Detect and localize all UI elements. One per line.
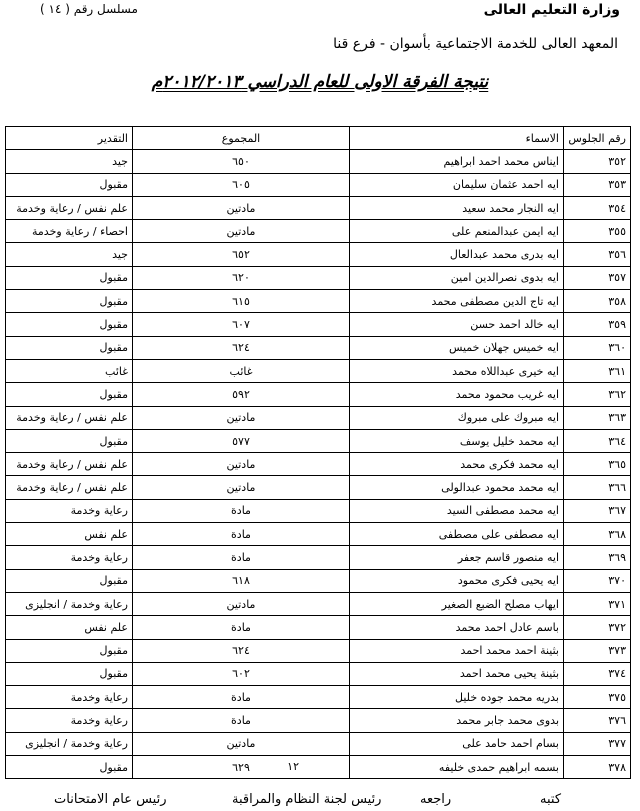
total-cell-text: ٦٥٢	[232, 248, 250, 262]
grade-cell	[6, 173, 133, 196]
grade-cell-text: مقبول	[99, 644, 128, 658]
seat-cell	[564, 686, 631, 709]
grade-cell	[6, 639, 133, 662]
table-row	[6, 220, 631, 243]
grade-cell-text: جيد	[112, 248, 128, 262]
signature-exams-head: رئيس عام الامتحانات	[54, 792, 167, 807]
seat-cell	[564, 499, 631, 522]
grade-cell-text: مقبول	[99, 271, 128, 285]
name-cell	[350, 429, 564, 452]
seat-cell	[564, 313, 631, 336]
total-cell	[133, 150, 350, 173]
total-cell-text: مادة	[231, 504, 251, 518]
total-cell-text: مادتين	[226, 737, 256, 751]
total-cell	[133, 173, 350, 196]
name-cell	[350, 313, 564, 336]
total-cell	[133, 243, 350, 266]
seat-cell	[564, 173, 631, 196]
signature-writer: كتبه	[540, 792, 562, 807]
name-cell	[350, 732, 564, 755]
total-cell-text: ٦٥٠	[232, 154, 250, 168]
seat-cell-text: ٣٦٤	[608, 434, 626, 448]
total-cell	[133, 569, 350, 592]
name-cell	[350, 662, 564, 685]
name-cell-text: ايه غريب محمود محمد	[455, 387, 559, 401]
table-row	[6, 150, 631, 173]
name-cell-text: ايه مبروك على مبروك	[457, 411, 559, 425]
name-cell-text: ايهاب مصلح الضبع الصغير	[441, 597, 559, 611]
name-cell-text: ايه منصور قاسم جعفر	[457, 550, 559, 564]
grade-cell	[6, 243, 133, 266]
name-cell	[350, 150, 564, 173]
total-cell	[133, 686, 350, 709]
signature-committee-head: رئيس لجنة النظام والمراقبة	[232, 792, 382, 807]
grade-cell	[6, 406, 133, 429]
seat-cell	[564, 709, 631, 732]
total-cell	[133, 359, 350, 382]
table-row	[6, 406, 631, 429]
grade-cell	[6, 686, 133, 709]
serial-number: مسلسل رقم ( ١٤ )	[40, 2, 138, 16]
name-cell-text: ايه بدوى نصرالدين امين	[450, 271, 559, 285]
seat-cell-text: ٣٦٦	[608, 481, 626, 495]
name-cell	[350, 523, 564, 546]
grade-cell	[6, 709, 133, 732]
table-row	[6, 756, 631, 779]
total-cell-text: ٦٠٥	[232, 178, 250, 192]
name-cell-text: ايه بدرى محمد عبدالعال	[449, 248, 559, 262]
total-cell-text: ٦٢٠	[232, 271, 250, 285]
seat-cell-text: ٣٥٧	[608, 271, 626, 285]
total-cell	[133, 709, 350, 732]
grade-cell-text: رعاية وخدمة / انجليزى	[25, 597, 128, 611]
total-cell	[133, 756, 350, 779]
name-cell-text: ايه ايمن عبدالمنعم على	[451, 224, 559, 238]
header-seat-number: رقم الجلوس	[564, 127, 631, 150]
grade-cell-text: مقبول	[99, 294, 128, 308]
total-cell-text: ٦٢٩	[232, 760, 250, 774]
grade-cell	[6, 616, 133, 639]
total-cell-text: ٦٢٤	[232, 644, 250, 658]
name-cell	[350, 569, 564, 592]
grade-cell-text: مقبول	[99, 574, 128, 588]
grade-cell	[6, 732, 133, 755]
name-cell-text: ايه النجار محمد سعيد	[462, 201, 559, 215]
total-cell-text: مادة	[231, 620, 251, 634]
total-cell	[133, 196, 350, 219]
name-cell-text: ايه محمد محمود عبدالولى	[441, 481, 559, 495]
table-row	[6, 662, 631, 685]
seat-cell-text: ٣٧٨	[608, 760, 626, 774]
total-cell-text: مادتين	[226, 411, 256, 425]
name-cell	[350, 592, 564, 615]
grade-cell-text: رعاية وخدمة	[70, 714, 128, 728]
table-row	[6, 336, 631, 359]
grade-cell	[6, 499, 133, 522]
seat-cell	[564, 639, 631, 662]
total-cell-text: ٥٩٢	[232, 387, 250, 401]
header-total: المجموع	[133, 127, 350, 150]
table-row	[6, 616, 631, 639]
table-row	[6, 499, 631, 522]
grade-cell-text: رعاية وخدمة / انجليزى	[25, 737, 128, 751]
name-cell-text: بسمه ابراهيم حمدى خليفه	[438, 760, 559, 774]
name-cell-text: ايه احمد عثمان سليمان	[452, 178, 559, 192]
total-cell-text: ٦٢٤	[232, 341, 250, 355]
seat-cell-text: ٣٦٥	[608, 457, 626, 471]
seat-cell-text: ٣٧٧	[608, 737, 626, 751]
total-cell-text: مادتين	[226, 481, 256, 495]
total-cell-text: مادة	[231, 690, 251, 704]
grade-cell	[6, 359, 133, 382]
table-row	[6, 476, 631, 499]
name-cell-text: ايناس محمد احمد ابراهيم	[443, 154, 559, 168]
table-header-row	[6, 127, 631, 150]
name-cell	[350, 686, 564, 709]
name-cell-text: ايه محمد مصطفى السيد	[446, 504, 559, 518]
grade-cell	[6, 523, 133, 546]
header-grade: التقدير	[6, 127, 133, 150]
grade-cell-text: جيد	[112, 154, 128, 168]
table-row	[6, 592, 631, 615]
total-cell-text: مادة	[231, 550, 251, 564]
total-cell	[133, 266, 350, 289]
seat-cell	[564, 150, 631, 173]
grade-cell	[6, 756, 133, 779]
name-cell-text: ايه مصطفى على مصطفى	[438, 527, 559, 541]
seat-cell-text: ٣٥٨	[608, 294, 626, 308]
name-cell	[350, 359, 564, 382]
seat-cell	[564, 616, 631, 639]
seat-cell	[564, 290, 631, 313]
total-cell-text: ٦٠٢	[232, 667, 250, 681]
name-cell	[350, 616, 564, 639]
name-cell-text: ايه محمد خليل يوسف	[459, 434, 559, 448]
seat-cell	[564, 476, 631, 499]
seat-cell	[564, 453, 631, 476]
seat-cell	[564, 756, 631, 779]
seat-cell	[564, 406, 631, 429]
seat-cell	[564, 592, 631, 615]
grade-cell	[6, 569, 133, 592]
total-cell	[133, 499, 350, 522]
grade-cell-text: غائب	[105, 364, 128, 378]
table-row	[6, 243, 631, 266]
seat-cell-text: ٣٧٢	[608, 620, 626, 634]
grade-cell-text: رعاية وخدمة	[70, 550, 128, 564]
name-cell	[350, 709, 564, 732]
grade-cell	[6, 592, 133, 615]
results-table	[5, 126, 631, 779]
total-cell-text: مادتين	[226, 201, 256, 215]
grade-cell-text: مقبول	[99, 318, 128, 332]
seat-cell-text: ٣٦١	[608, 364, 626, 378]
name-cell-text: ايه تاج الدين مصطفى محمد	[431, 294, 559, 308]
table-row	[6, 732, 631, 755]
name-cell-text: ايه خميس جهلان خميس	[448, 341, 559, 355]
total-cell	[133, 546, 350, 569]
total-cell	[133, 616, 350, 639]
name-cell	[350, 243, 564, 266]
grade-cell-text: علم نفس	[84, 527, 128, 541]
table-row	[6, 173, 631, 196]
name-cell	[350, 406, 564, 429]
name-cell-text: بثينة احمد محمد احمد	[460, 644, 559, 658]
grade-cell	[6, 429, 133, 452]
name-cell-text: بسام احمد حامد على	[462, 737, 559, 751]
table-row	[6, 290, 631, 313]
seat-cell-text: ٣٦٩	[608, 550, 626, 564]
table-row	[6, 546, 631, 569]
grade-cell-text: مقبول	[99, 341, 128, 355]
seat-cell-text: ٣٥٥	[608, 224, 626, 238]
seat-cell	[564, 196, 631, 219]
seat-cell	[564, 523, 631, 546]
seat-cell-text: ٣٧٠	[608, 574, 626, 588]
grade-cell	[6, 546, 133, 569]
name-cell	[350, 290, 564, 313]
name-cell-text: بثينة يحيى محمد احمد	[459, 667, 559, 681]
seat-cell-text: ٣٥٩	[608, 318, 626, 332]
total-cell	[133, 406, 350, 429]
name-cell	[350, 173, 564, 196]
grade-cell-text: رعاية وخدمة	[70, 690, 128, 704]
name-cell	[350, 196, 564, 219]
total-cell	[133, 220, 350, 243]
total-cell	[133, 429, 350, 452]
row-note: ١٢	[287, 760, 299, 774]
seat-cell-text: ٣٧٣	[608, 644, 626, 658]
grade-cell-text: علم نفس / رعاية وخدمة	[16, 201, 128, 215]
total-cell	[133, 383, 350, 406]
header-names: الاسماء	[350, 127, 564, 150]
total-cell-text: مادة	[231, 527, 251, 541]
total-cell	[133, 592, 350, 615]
seat-cell	[564, 220, 631, 243]
table-body	[6, 150, 631, 779]
name-cell-text: ايه خيرى عبداللاه محمد	[452, 364, 559, 378]
seat-cell-text: ٣٧١	[608, 597, 626, 611]
table-row	[6, 639, 631, 662]
table-row	[6, 383, 631, 406]
page-title: نتيجة الفرقة الاولى للعام الدراسي ٢٠١٢/٢٠١٣م	[151, 72, 489, 92]
grade-cell	[6, 220, 133, 243]
name-cell-text: ايه خالد احمد حسن	[470, 318, 559, 332]
grade-cell	[6, 150, 133, 173]
total-cell	[133, 290, 350, 313]
name-cell	[350, 336, 564, 359]
table-row	[6, 709, 631, 732]
seat-cell	[564, 732, 631, 755]
total-cell	[133, 336, 350, 359]
total-cell-text: مادة	[231, 714, 251, 728]
name-cell-text: باسم عادل احمد محمد	[455, 620, 559, 634]
table-row	[6, 359, 631, 382]
seat-cell-text: ٣٦٧	[608, 504, 626, 518]
total-cell-text: مادتين	[226, 457, 256, 471]
total-cell-text: ٦٠٧	[232, 318, 250, 332]
seat-cell-text: ٣٥٢	[608, 154, 626, 168]
table-row	[6, 429, 631, 452]
name-cell-text: ايه يحيى فكرى محمود	[457, 574, 559, 588]
name-cell-text: ايه محمد فكرى محمد	[460, 457, 559, 471]
seat-cell	[564, 429, 631, 452]
signature-reviewer: راجعه	[420, 792, 452, 807]
seat-cell-text: ٣٦٢	[608, 387, 626, 401]
seat-cell	[564, 336, 631, 359]
seat-cell-text: ٣٥٤	[608, 201, 626, 215]
seat-cell	[564, 266, 631, 289]
name-cell	[350, 453, 564, 476]
grade-cell	[6, 313, 133, 336]
grade-cell-text: مقبول	[99, 387, 128, 401]
total-cell	[133, 639, 350, 662]
grade-cell-text: احصاء / رعاية وخدمة	[32, 224, 128, 238]
total-cell	[133, 732, 350, 755]
total-cell	[133, 523, 350, 546]
grade-cell-text: مقبول	[99, 178, 128, 192]
seat-cell-text: ٣٦٨	[608, 527, 626, 541]
grade-cell-text: علم نفس / رعاية وخدمة	[16, 481, 128, 495]
total-cell-text: مادتين	[226, 224, 256, 238]
name-cell	[350, 499, 564, 522]
seat-cell	[564, 546, 631, 569]
seat-cell	[564, 569, 631, 592]
table-row	[6, 196, 631, 219]
grade-cell-text: علم نفس / رعاية وخدمة	[16, 411, 128, 425]
total-cell-text: غائب	[229, 364, 253, 378]
grade-cell	[6, 662, 133, 685]
grade-cell-text: رعاية وخدمة	[70, 504, 128, 518]
name-cell	[350, 756, 564, 779]
seat-cell	[564, 243, 631, 266]
seat-cell-text: ٣٧٤	[608, 667, 626, 681]
table-row	[6, 523, 631, 546]
table-row	[6, 313, 631, 336]
table-row	[6, 569, 631, 592]
seat-cell	[564, 662, 631, 685]
total-cell	[133, 453, 350, 476]
name-cell	[350, 639, 564, 662]
institute-name: المعهد العالى للخدمة الاجتماعية بأسوان - فرع قنا	[333, 36, 618, 52]
ministry-name: وزارة التعليم العالى	[483, 2, 620, 18]
table-row	[6, 686, 631, 709]
total-cell-text: ٦١٥	[232, 294, 250, 308]
grade-cell-text: مقبول	[99, 760, 128, 774]
grade-cell-text: علم نفس	[84, 620, 128, 634]
grade-cell	[6, 453, 133, 476]
total-cell-text: ٥٧٧	[232, 434, 250, 448]
grade-cell	[6, 476, 133, 499]
grade-cell-text: مقبول	[99, 434, 128, 448]
total-cell-text: ٦١٨	[232, 574, 250, 588]
name-cell-text: بدوى محمد جابر محمد	[456, 714, 559, 728]
name-cell-text: بدريه محمد جوده خليل	[455, 690, 559, 704]
seat-cell-text: ٣٧٥	[608, 690, 626, 704]
seat-cell-text: ٣٧٦	[608, 714, 626, 728]
seat-cell	[564, 383, 631, 406]
seat-cell-text: ٣٦٠	[608, 341, 626, 355]
total-cell	[133, 313, 350, 336]
seat-cell-text: ٣٥٦	[608, 248, 626, 262]
grade-cell-text: مقبول	[99, 667, 128, 681]
grade-cell	[6, 290, 133, 313]
name-cell	[350, 266, 564, 289]
total-cell	[133, 476, 350, 499]
grade-cell	[6, 336, 133, 359]
name-cell	[350, 383, 564, 406]
seat-cell-text: ٣٥٣	[608, 178, 626, 192]
name-cell	[350, 220, 564, 243]
table-row	[6, 266, 631, 289]
grade-cell	[6, 383, 133, 406]
grade-cell	[6, 196, 133, 219]
grade-cell-text: علم نفس / رعاية وخدمة	[16, 457, 128, 471]
total-cell-text: مادتين	[226, 597, 256, 611]
table-row	[6, 453, 631, 476]
name-cell	[350, 546, 564, 569]
seat-cell-text: ٣٦٣	[608, 411, 626, 425]
total-cell	[133, 662, 350, 685]
grade-cell	[6, 266, 133, 289]
seat-cell	[564, 359, 631, 382]
name-cell	[350, 476, 564, 499]
